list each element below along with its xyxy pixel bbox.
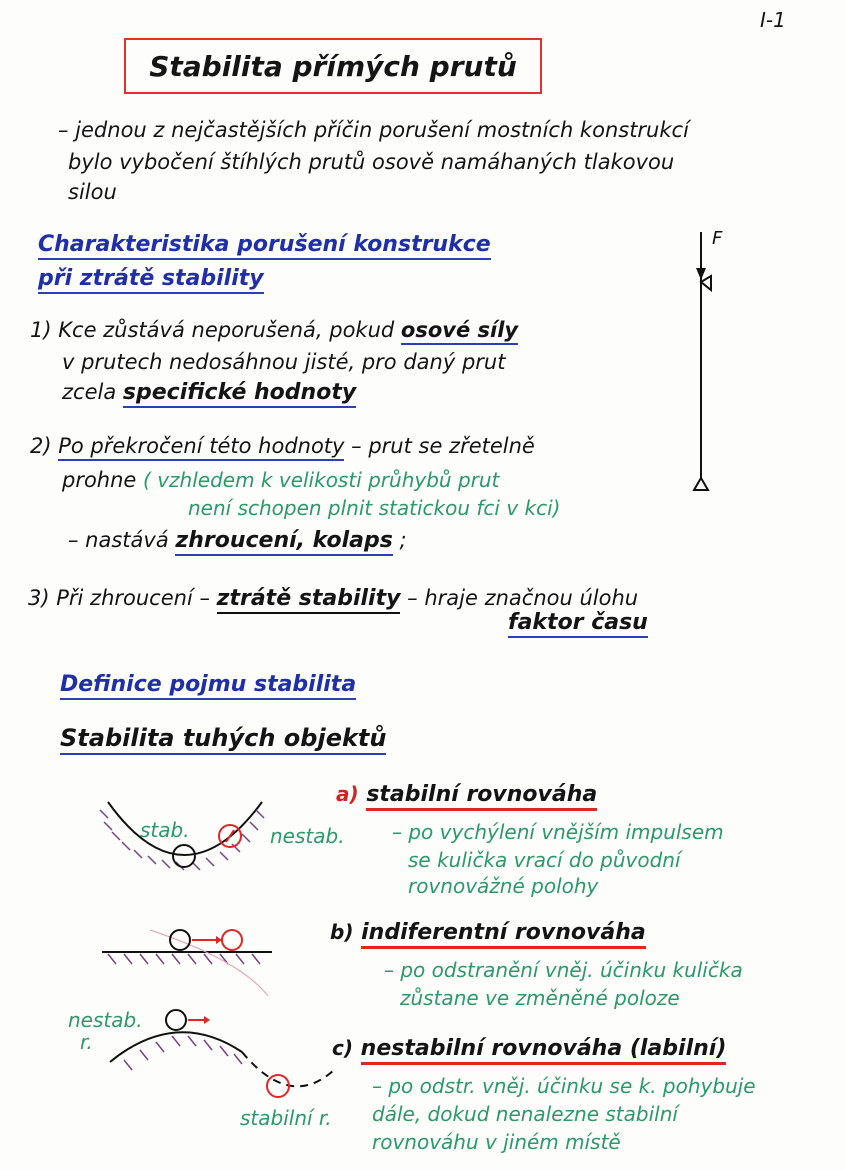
item-3-text: Při zhroucení –: [56, 586, 210, 610]
item-2-note-2: není schopen plnit statickou fci v kci): [188, 496, 561, 520]
case-a-title-text: stabilní rovnováha: [366, 782, 597, 811]
item-3-post: – hraje značnou úlohu: [407, 586, 639, 610]
section-heading-line-2: při ztrátě stability: [38, 266, 264, 294]
case-a-label: a): [336, 782, 359, 806]
stable-bowl-figure: [100, 802, 264, 870]
item-2-text: – prut se zřetelně: [351, 434, 535, 458]
case-c-desc-1: – po odstr. vněj. účinku se k. pohybuje: [372, 1074, 756, 1098]
indifferent-plane-figure: [102, 930, 272, 996]
definition-heading-text: Definice pojmu stabilita: [60, 672, 356, 700]
case-c-fig-stable: stabilní r.: [240, 1106, 332, 1130]
case-b-desc-1: – po odstranění vněj. účinku kulička: [384, 958, 743, 982]
case-c-label: c): [332, 1036, 353, 1060]
item-2-note-1: ( vzhledem k velikosti průhybů prut: [143, 468, 500, 492]
section-heading-line-1: Charakteristika porušení konstrukce: [38, 232, 491, 260]
case-a-desc-2: se kulička vrací do původní: [408, 848, 681, 872]
unstable-hill-figure: [110, 1010, 334, 1097]
case-c-fig-r: r.: [80, 1030, 93, 1054]
case-b-label: b): [330, 920, 354, 944]
case-c-title-text: nestabilní rovnováha (labilní): [361, 1036, 727, 1065]
item-1-line-2: v prutech nedosáhnou jisté, pro daný prut: [62, 350, 506, 374]
case-a-desc-1: – po vychýlení vnějším impulsem: [392, 820, 724, 844]
case-a-desc-3: rovnovážné polohy: [408, 874, 599, 898]
case-b-title-text: indiferentní rovnováha: [361, 920, 646, 949]
case-b-desc-2: zůstane ve změněné poloze: [400, 986, 680, 1010]
item-3-loss-of-stability: ztrátě stability: [217, 586, 401, 614]
item-1-number: 1): [30, 318, 52, 342]
intro-line-1: – jednou z nejčastějších příčin porušení mostních konstrukcí: [58, 118, 689, 142]
intro-line-2: bylo vybočení štíhlých prutů osově namáhaných tlakovou: [68, 150, 675, 174]
page-number: I-1: [760, 8, 786, 32]
item-1-text: Kce zůstává neporušená, pokud: [58, 318, 395, 342]
case-c-fig-nestab: nestab.: [68, 1008, 143, 1032]
page-title-text: Stabilita přímých prutů: [149, 49, 517, 83]
case-c-desc-3: rovnováhu v jiném místě: [372, 1130, 621, 1154]
item-3-time-factor: faktor času: [508, 610, 648, 638]
item-2-semicolon: ;: [399, 528, 407, 552]
item-1-specific-values: specifické hodnoty: [123, 380, 356, 408]
rigid-objects-heading-text: Stabilita tuhých objektů: [60, 724, 386, 755]
intro-line-3: silou: [68, 180, 117, 204]
item-2-number: 2): [30, 434, 52, 458]
item-2-occurs: – nastává: [68, 528, 169, 552]
item-1-emphasis: osové síly: [401, 318, 518, 345]
case-a-fig-stab: stab.: [140, 818, 190, 842]
item-3-number: 3): [28, 586, 50, 610]
item-1-line-3-text: zcela: [62, 380, 117, 404]
case-c-desc-2: dále, dokud nenalezne stabilní: [372, 1102, 678, 1126]
item-2-emphasis: Po překročení této hodnoty: [58, 434, 344, 461]
force-label: F: [712, 228, 723, 249]
item-2-collapse: zhroucení, kolaps: [175, 528, 392, 556]
case-a-fig-nestab: nestab.: [270, 824, 345, 848]
item-2-bend: prohne: [62, 468, 137, 492]
rod-figure: [694, 228, 723, 490]
